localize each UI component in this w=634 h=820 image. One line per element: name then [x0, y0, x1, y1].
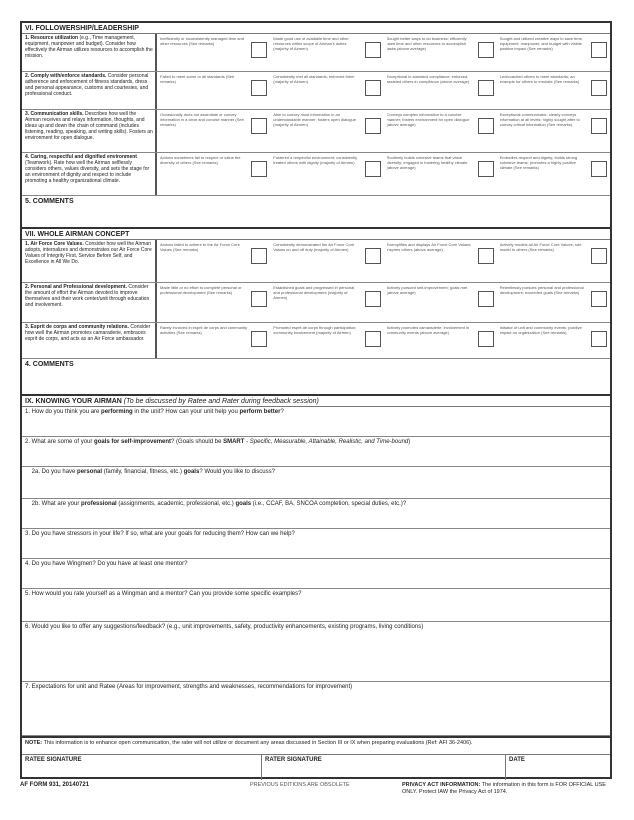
rating-checkbox[interactable]	[251, 42, 267, 58]
assessment-title: 1. Air Force Core Values.	[25, 241, 84, 247]
rating-checkbox[interactable]	[591, 80, 607, 96]
rating-checkbox[interactable]	[591, 331, 607, 347]
section-vii-comments[interactable]	[22, 359, 610, 396]
section-vi-comments[interactable]	[22, 196, 610, 229]
question-text: (assignments, academic, professional, etc.)	[116, 501, 236, 507]
rater-signature-label: RATER SIGNATURE	[265, 757, 322, 763]
feedback-question[interactable]	[22, 559, 610, 589]
question-text: goals	[183, 469, 200, 475]
question-text: (i.e., CCAF, BA, SNCOA completion, special duties, etc.)?	[251, 501, 407, 507]
assessment-description: Consider how well the Airman adopts, internalizes and demonstrates our Air Force Core Values of Integrity First, Service Before Self, and Excellence in All We Do.	[25, 241, 152, 265]
rating-option	[497, 34, 610, 71]
question-text: 1. How do you think you are	[25, 409, 102, 415]
assessment-label	[22, 283, 157, 322]
rating-checkbox[interactable]	[251, 118, 267, 134]
rating-descriptor: Inefficiently or inconsistently managed time and other resources (See remarks)	[160, 36, 244, 46]
rating-checkbox[interactable]	[251, 291, 267, 307]
section-vii-rows	[22, 240, 610, 359]
date-field[interactable]	[506, 755, 610, 780]
rating-descriptor: Relentlessly pursues personal and professional development; exceeded goals (See remarks)	[499, 285, 584, 295]
assessment-title: 2. Personal and Professional development.	[25, 284, 127, 290]
assessment-row	[22, 34, 610, 72]
feedback-question[interactable]	[22, 407, 610, 437]
rating-checkbox[interactable]	[365, 331, 381, 347]
rating-option	[157, 323, 270, 358]
rating-checkbox[interactable]	[478, 118, 494, 134]
assessment-row	[22, 240, 610, 283]
rating-descriptor: Actions failed to adhere to the Air Force Core Values (See remarks)	[160, 242, 240, 252]
question-text: personal	[77, 469, 103, 475]
rating-option	[497, 72, 610, 109]
rating-option	[384, 153, 497, 195]
rater-signature-field[interactable]	[262, 755, 506, 780]
assessment-description: Consider personal adherence and enforcement of fitness standards, dress and personal appearance, customs and courtesies, and professional conduct.	[25, 73, 149, 97]
rating-checkbox[interactable]	[478, 291, 494, 307]
rating-descriptor: Actions sometimes fail to respect or value the diversity of others (See remarks)	[160, 155, 241, 165]
assessment-row	[22, 110, 610, 153]
question-text: ? (Goals should be	[171, 439, 224, 445]
signature-row	[22, 755, 610, 780]
section-ix-subtitle: (To be discussed by Ratee and Rater during feedback session)	[123, 398, 319, 405]
rating-checkbox[interactable]	[365, 248, 381, 264]
obsolete-notice: PREVIOUS EDITIONS ARE OBSOLETE	[250, 782, 350, 788]
privacy-act	[402, 782, 614, 796]
rating-descriptor: Led/coached others to meet standards; an example for others to emulate (See remarks)	[499, 74, 580, 84]
assessment-row	[22, 283, 610, 323]
rating-option	[270, 34, 383, 71]
rating-option	[157, 153, 270, 195]
rating-descriptor: Fostered a respectful environment; consistently treated others with dignity (majority of Airmen)	[273, 155, 358, 165]
rating-descriptor: Initiator of unit and community events; positive impact on organization (See remarks)	[499, 325, 582, 335]
af-form-931	[20, 21, 612, 779]
rating-checkbox[interactable]	[591, 248, 607, 264]
rating-checkbox[interactable]	[365, 118, 381, 134]
rating-option	[157, 110, 270, 152]
rating-descriptor: Able to convey most information in an understandable manner; fosters open dialogue (majority of Airmen)	[273, 112, 356, 127]
question-text: performing	[101, 409, 133, 415]
feedback-question[interactable]	[22, 467, 610, 499]
rating-descriptor: Exceptional communicator; clearly conveys information at all levels; highly sought after to convey critical information (See remarks)	[499, 112, 580, 127]
feedback-question[interactable]	[22, 437, 610, 467]
rating-checkbox[interactable]	[478, 248, 494, 264]
rating-checkbox[interactable]	[365, 291, 381, 307]
rating-descriptor: Routinely builds cohesive teams that value diversity; engaged in fostering healthy climate (above average)	[386, 155, 468, 170]
rating-option	[384, 110, 497, 152]
question-text: 6. Would you like to offer any suggestions/feedback? (e.g., unit improvements, safety, productivity enhancements, existing programs, living conditions)	[25, 624, 424, 630]
rating-option	[384, 72, 497, 109]
question-text: 7. Expectations for unit and Ratee (Areas for improvement, strengths and weaknesses, recommendations for improvement)	[25, 684, 353, 690]
rating-checkbox[interactable]	[591, 161, 607, 177]
knowing-your-airman-questions	[22, 407, 610, 736]
rating-option	[384, 283, 497, 322]
rating-option	[270, 110, 383, 152]
rating-checkbox[interactable]	[365, 161, 381, 177]
assessment-description: Consider how well the Airman promotes camaraderie, embraces esprit de corps, and acts as an Air Force ambassador.	[25, 324, 151, 342]
form-id: AF FORM 931, 20140721	[20, 782, 90, 788]
rating-checkbox[interactable]	[478, 80, 494, 96]
question-text: )	[408, 439, 411, 445]
rating-descriptor: Actively pursued self-improvement; goals met (above average)	[386, 285, 468, 295]
rating-option	[157, 283, 270, 322]
question-text: 3. Do you have stressors in your life? If so, what are your goals for reducing them? How can we help?	[25, 531, 295, 537]
assessment-row	[22, 323, 610, 359]
comments-label: 4. COMMENTS	[25, 361, 74, 368]
rating-checkbox[interactable]	[478, 42, 494, 58]
question-text: 4. Do you have Wingmen? Do you have at least one mentor?	[25, 561, 188, 567]
ratee-signature-label: RATEE SIGNATURE	[25, 757, 82, 763]
question-text: professional	[81, 501, 117, 507]
question-text: in the unit? How can your unit help you	[132, 409, 240, 415]
feedback-question[interactable]	[22, 682, 610, 736]
feedback-question[interactable]	[22, 499, 610, 529]
rating-checkbox[interactable]	[591, 291, 607, 307]
privacy-text: The information in this form is FOR OFFICIAL USE ONLY. Protect IAW the Privacy Act of 1974.	[402, 782, 606, 795]
rating-descriptor: Occasionally does not assimilate or convey information in a clear and concise manner (See remarks)	[160, 112, 244, 127]
section-vi-rows	[22, 34, 610, 196]
rating-descriptor: Actively models all Air Force Core Values; role model to others (See remarks)	[499, 242, 582, 252]
question-text: 2a. Do you have	[25, 469, 78, 475]
question-text: SMART	[223, 439, 245, 445]
rating-option	[270, 323, 383, 358]
rating-descriptor: Exemplifies and displays Air Force Core Values; inspires others (above average)	[386, 242, 472, 252]
question-text: 2b. What are your	[25, 501, 82, 507]
feedback-question[interactable]	[22, 589, 610, 622]
assessment-title: 1. Resource utilization	[25, 35, 79, 41]
question-text: 2. What are some of your	[25, 439, 95, 445]
question-text: goals for self-improvement	[94, 439, 172, 445]
rating-descriptor: Failed to meet some or all standards (See remarks)	[160, 74, 235, 84]
section-vii-header: VII. WHOLE AIRMAN CONCEPT	[22, 229, 610, 240]
section-vi-header: VI. FOLLOWERSHIP/LEADERSHIP	[22, 23, 610, 34]
assessment-title: 3. Communication skills.	[25, 111, 84, 117]
rating-option	[384, 34, 497, 71]
date-label: DATE	[509, 757, 525, 763]
rating-option	[497, 240, 610, 282]
rating-checkbox[interactable]	[365, 42, 381, 58]
rating-descriptor: Actively promotes camaraderie; involvement in community events (above average)	[386, 325, 470, 335]
rating-descriptor: Promoted esprit de corps through participation; community involvement (majority of Airmen)	[273, 325, 357, 335]
assessment-description: (Teamwork). Rate how well the Airman selflessly considers others, values diversity, and sets the stage for an environment of dignity and respect to include promoting a healthy organizational climate.	[25, 160, 150, 184]
rating-descriptor: Rarely involved in esprit de corps and community activities (See remarks)	[160, 325, 248, 335]
rating-option	[270, 283, 383, 322]
rating-checkbox[interactable]	[251, 331, 267, 347]
rating-option	[497, 283, 610, 322]
ratee-signature-field[interactable]	[22, 755, 262, 780]
rating-checkbox[interactable]	[591, 118, 607, 134]
rating-checkbox[interactable]	[251, 80, 267, 96]
question-text: -	[244, 439, 250, 445]
assessment-label	[22, 240, 157, 282]
assessment-label	[22, 34, 157, 71]
rating-option	[497, 153, 610, 195]
assessment-title: 4. Caring, respectful and dignified environment	[25, 154, 137, 160]
note-label: NOTE:	[25, 740, 43, 746]
rating-descriptor: Embodies respect and dignity; builds strong cohesive teams; promotes a highly positive climate (See remarks)	[499, 155, 578, 170]
rating-descriptor: Exceptional in standard compliance; enforced; assisted others in compliance (above average)	[386, 74, 470, 84]
assessment-row	[22, 72, 610, 110]
section-ix-header	[22, 396, 610, 407]
assessment-description: (e.g., Time management, equipment, manpower and budget). Consider how effectively the Airman utilizes resources to accomplish the mission.	[25, 35, 153, 59]
assessment-label	[22, 72, 157, 109]
rating-option	[270, 72, 383, 109]
question-text: perform better	[239, 409, 281, 415]
assessment-description: Describes how well the Airman receives and relays information, thoughts, and ideas up and down the chain of command (includes listening, reading, speaking, and writing skills). Fosters an environment for open dialogue.	[25, 111, 153, 141]
feedback-question[interactable]	[22, 622, 610, 682]
rating-descriptor: Established goals and progressed in personal and professional development (majority of Airmen)	[273, 285, 355, 300]
rating-descriptor: Conveys complex information to a concise manner; fosters environment for open dialogue (above average)	[386, 112, 470, 127]
feedback-question[interactable]	[22, 529, 610, 559]
note	[22, 736, 610, 755]
question-text: Specific, Measurable, Attainable, Realistic, and Time-bound	[249, 439, 409, 445]
question-text: (family, financial, fitness, etc.)	[102, 469, 184, 475]
question-text: ?	[280, 409, 284, 415]
rating-checkbox[interactable]	[591, 42, 607, 58]
rating-checkbox[interactable]	[365, 80, 381, 96]
assessment-title: 2. Comply with/enforce standards.	[25, 73, 107, 79]
rating-checkbox[interactable]	[478, 161, 494, 177]
rating-descriptor: Consistently demonstrated the Air Force Core Values on and off duty (majority of Airmen)	[273, 242, 355, 252]
rating-option	[497, 110, 610, 152]
question-text: ? Would you like to discuss?	[199, 469, 275, 475]
rating-descriptor: Made little or no effort to complete personal or professional development (See remarks)	[160, 285, 242, 295]
rating-option	[157, 34, 270, 71]
assessment-row	[22, 153, 610, 196]
rating-descriptor: Sought better ways to do business; efficiently used time and other resources to accomplish tasks (above average)	[386, 36, 467, 51]
privacy-title: PRIVACY ACT INFORMATION:	[402, 782, 481, 788]
rating-checkbox[interactable]	[251, 161, 267, 177]
rating-descriptor: Consistently met all standards; enforced them (majority of Airmen)	[273, 74, 355, 84]
rating-checkbox[interactable]	[478, 331, 494, 347]
rating-option	[384, 240, 497, 282]
section-ix-title: IX. KNOWING YOUR AIRMAN	[25, 398, 122, 405]
rating-option	[157, 240, 270, 282]
question-text: goals	[235, 501, 252, 507]
rating-option	[270, 240, 383, 282]
rating-option	[384, 323, 497, 358]
assessment-label	[22, 323, 157, 358]
rating-descriptor: Sought and utilized creative ways to save time, equipment, manpower, and budget with visible positive impact (See remarks)	[499, 36, 583, 51]
rating-checkbox[interactable]	[251, 248, 267, 264]
rating-option	[157, 72, 270, 109]
rating-option	[270, 153, 383, 195]
note-text: This information is to enhance open communication, the rater will not utilize or document any areas discussed in Section III or IX when preparing evaluations (Ref: AFI 36-2406).	[43, 740, 473, 746]
assessment-label	[22, 110, 157, 152]
rating-option	[497, 323, 610, 358]
rating-descriptor: Made good use of available time and other resources within scope of Airman's duties (majority of Airmen)	[273, 36, 349, 51]
assessment-title: 3. Esprit de corps and community relations.	[25, 324, 129, 330]
assessment-label	[22, 153, 157, 195]
assessment-description: Consider the amount of effort the Airman devoted to improve themselves and their work center/unit through education and involvement.	[25, 284, 150, 308]
question-text: 5. How would you rate yourself as a Wingman and a mentor? Can you provide some specific examples?	[25, 591, 302, 597]
comments-label: 5. COMMENTS	[25, 198, 74, 205]
